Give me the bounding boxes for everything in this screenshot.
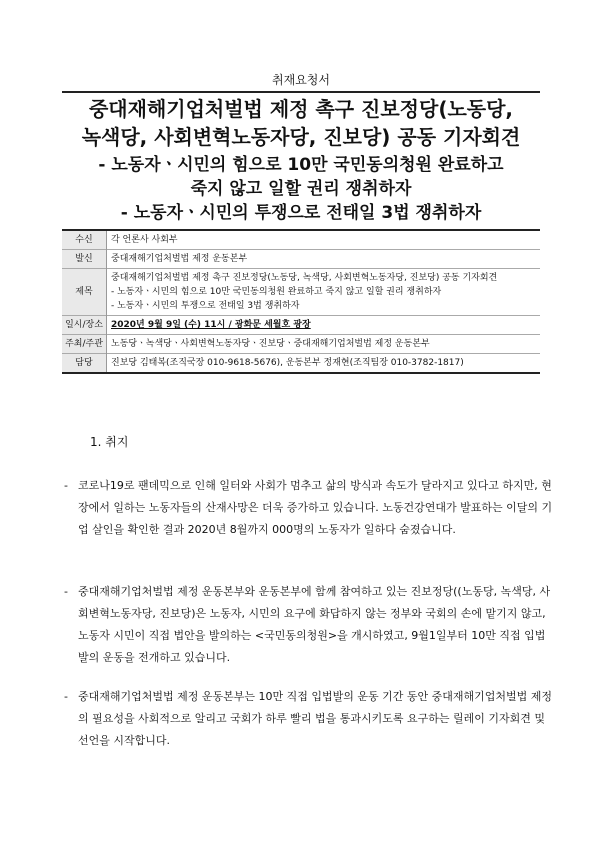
info-value — [107, 269, 541, 316]
info-row-datetime — [62, 316, 540, 335]
subtitle-line-1: - 노동자ㆍ시민의 힘으로 10만 국민동의청원 완료하고 — [98, 155, 504, 175]
info-table — [62, 231, 540, 374]
paragraph-text: 중대재해기업처벌법 제정 운동본부는 10만 직접 입법발의 운동 기간 동안 중대재해기업처벌법 제정의 필요성을 사회적으로 알리고 국회가 하루 빨리 법을 통과시키도록 요구하는 릴레이 기자회견 및 선언을 시작합니다. — [78, 690, 552, 747]
subject-line-2: - 노동자ㆍ시민의 힘으로 10만 국민동의청원 완료하고 죽지 않고 일할 권리 쟁취하자 — [111, 287, 442, 297]
section-heading: 1. 취지 — [90, 435, 129, 449]
info-value: 중대재해기업처벌법 제정 운동본부 — [111, 254, 248, 264]
document-title — [62, 95, 540, 151]
info-key: 발신 — [62, 250, 107, 269]
info-value: 노동당ㆍ녹색당ㆍ사회변혁노동자당ㆍ진보당ㆍ중대재해기업처벌법 제정 운동본부 — [111, 339, 430, 349]
info-row-contact — [62, 354, 540, 374]
info-key: 담당 — [62, 354, 107, 374]
info-row-sender — [62, 250, 540, 269]
info-value: 진보당 김태복(조직국장 010-9618-5676), 운동본부 정재현(조직팀장 010-3782-1817) — [111, 358, 464, 368]
title-line-1: 중대재해기업처벌법 제정 촉구 진보정당(노동당, — [88, 97, 514, 121]
top-rule — [62, 91, 540, 93]
info-value: 각 언론사 사회부 — [111, 235, 178, 245]
subject-line-3: - 노동자ㆍ시민의 투쟁으로 전태일 3법 쟁취하자 — [111, 301, 300, 311]
info-key: 일시/장소 — [62, 316, 107, 335]
info-value — [107, 316, 541, 335]
subtitle-line-2: 죽지 않고 일할 권리 쟁취하자 — [190, 179, 412, 199]
paragraph-1 — [64, 475, 554, 541]
bullet-dash: - — [64, 690, 68, 703]
info-row-host — [62, 335, 540, 354]
info-key: 제목 — [62, 269, 107, 316]
paragraph-text: 중대재해기업처벌법 제정 운동본부와 운동본부에 함께 참여하고 있는 진보정당((노동당, 녹색당, 사회변혁노동자당, 진보당)은 노동자, 시민의 요구에 화답하지 않는 정부와 국회의 손에 맡기지 않고, 노동자 시민이 직접 법안을 발의하는 <국민동의청원>을 개시하였고, 9월1일부터 10만 직접 입법발의 운동을 전개하고 있습니다. — [78, 585, 551, 664]
subtitle-line-3: - 노동자ㆍ시민의 투쟁으로 전태일 3법 쟁취하자 — [120, 203, 482, 223]
paragraph-2 — [64, 581, 554, 669]
document-type-label: 취재요청서 — [272, 73, 330, 87]
subject-line-1: 중대재해기업처벌법 제정 촉구 진보정당(노동당, 녹색당, 사회변혁노동자당, 진보당) 공동 기자회견 — [111, 273, 498, 283]
info-key: 수신 — [62, 231, 107, 250]
paragraph-text: 코로나19로 팬데믹으로 인해 일터와 사회가 멈추고 삶의 방식과 속도가 달라지고 있다고 하지만, 현장에서 일하는 노동자들의 산재사망은 더욱 증가하고 있습니다. 노동건강연대가 발표하는 이달의 기업 살인을 확인한 결과 2020년 8월까지 000명의 노동자가 일하다 숨졌습니다. — [78, 479, 553, 536]
paragraph-3 — [64, 686, 554, 752]
datetime-value: 2020년 9월 9일 (수) 11시 / 광화문 세월호 광장 — [111, 320, 311, 330]
info-key: 주최/주관 — [62, 335, 107, 354]
title-line-2: 녹색당, 사회변혁노동자당, 진보당) 공동 기자회견 — [81, 125, 521, 149]
info-row-recipient — [62, 231, 540, 250]
bullet-dash: - — [64, 479, 68, 492]
info-row-subject — [62, 269, 540, 316]
bullet-dash: - — [64, 585, 68, 598]
document-subtitle — [62, 153, 540, 225]
